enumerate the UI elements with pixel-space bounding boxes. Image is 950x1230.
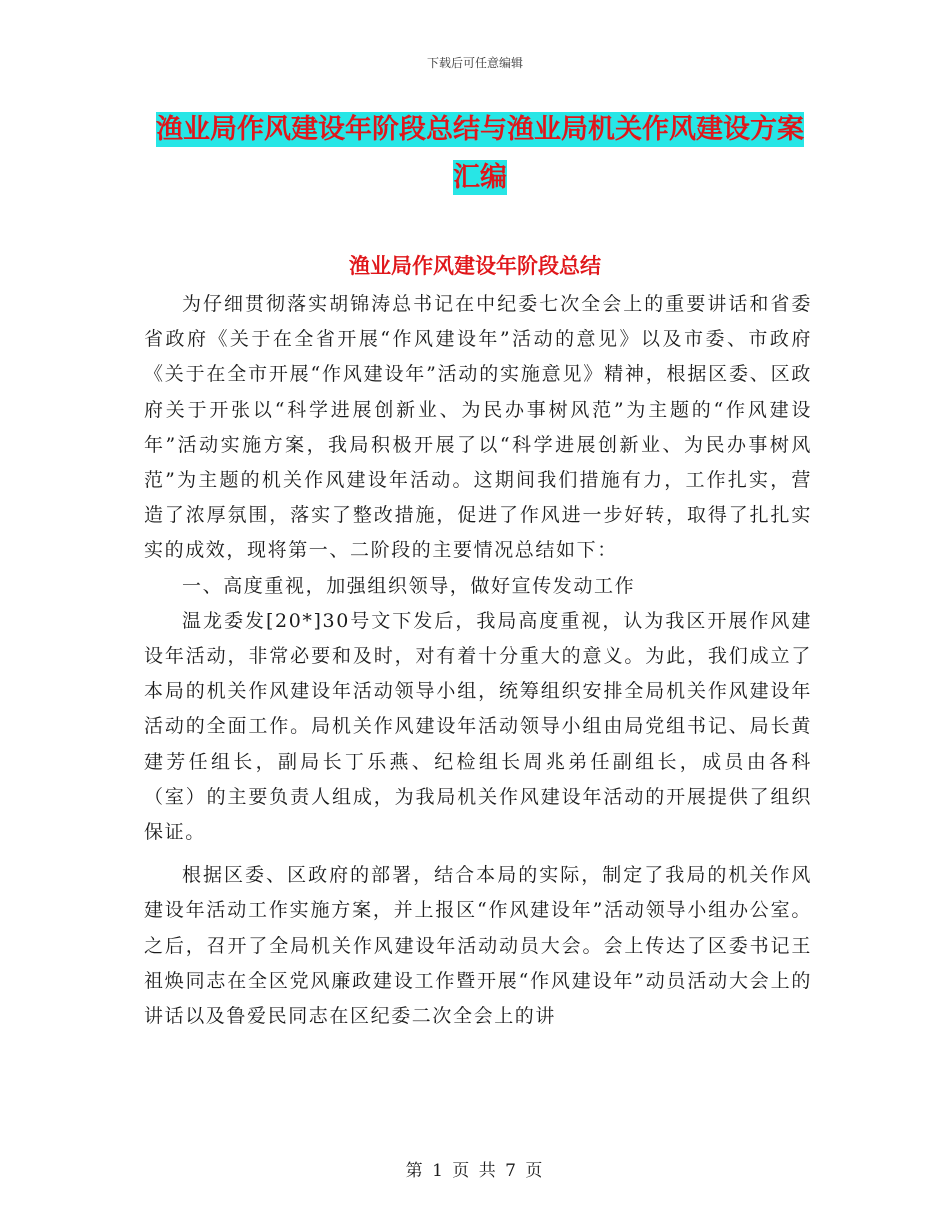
paragraph-2: 温龙委发[20*]30号文下发后，我局高度重视，认为我区开展作风建设年活动，非常必要和及时，对有着十分重大的意义。为此，我们成立了本局的机关作风建设年活动领导小组，统筹组织安排全局机关作风建设年活动的全面工作。局机关作风建设年活动领导小组由局党组书记、局长黄建芳任组长，副局长丁乐燕、纪检组长周兆弟任副组长，成员由各科（室）的主要负责人组成，为我局机关作风建设年活动的开展提供了组织保证。 (144, 609, 812, 844)
paragraph-heading-1: 一、高度重视，加强组织领导，做好宣传发动工作 (182, 574, 636, 597)
body-text (144, 287, 812, 1034)
document-title (150, 106, 810, 202)
header-note: 下载后可任意编辑 (426, 56, 523, 70)
paragraph-intro: 为仔细贯彻落实胡锦涛总书记在中纪委七次全会上的重要讲话和省委省政府《关于在全省开展“作风建设年”活动的意见》以及市委、市政府《关于在全市开展“作风建设年”活动的实施意见》精神，根据区委、区政府关于开张以“科学进展创新业、为民办事树风范”为主题的“作风建设年”活动实施方案，我局积极开展了以“科学进展创新业、为民办事树风范”为主题的机关作风建设年活动。这期间我们措施有力，工作扎实，营造了浓厚氛围，落实了整改措施，促进了作风进一步好转，取得了扎扎实实的成效，现将第一、二阶段的主要情况总结如下： (144, 293, 812, 562)
document-title-text: 渔业局作风建设年阶段总结与渔业局机关作风建设方案汇编 (156, 114, 804, 193)
page-footer: 第 1 页 共 7 页 (405, 1161, 545, 1181)
section-title: 渔业局作风建设年阶段总结 (349, 254, 601, 278)
paragraph-3: 根据区委、区政府的部署，结合本局的实际，制定了我局的机关作风建设年活动工作实施方案，并上报区“作风建设年”活动领导小组办公室。之后，召开了全局机关作风建设年活动动员大会。会上传达了区委书记王祖焕同志在全区党风廉政建设工作暨开展“作风建设年”动员活动大会上的讲话以及鲁爱民同志在区纪委二次全会上的讲 (144, 864, 812, 1028)
